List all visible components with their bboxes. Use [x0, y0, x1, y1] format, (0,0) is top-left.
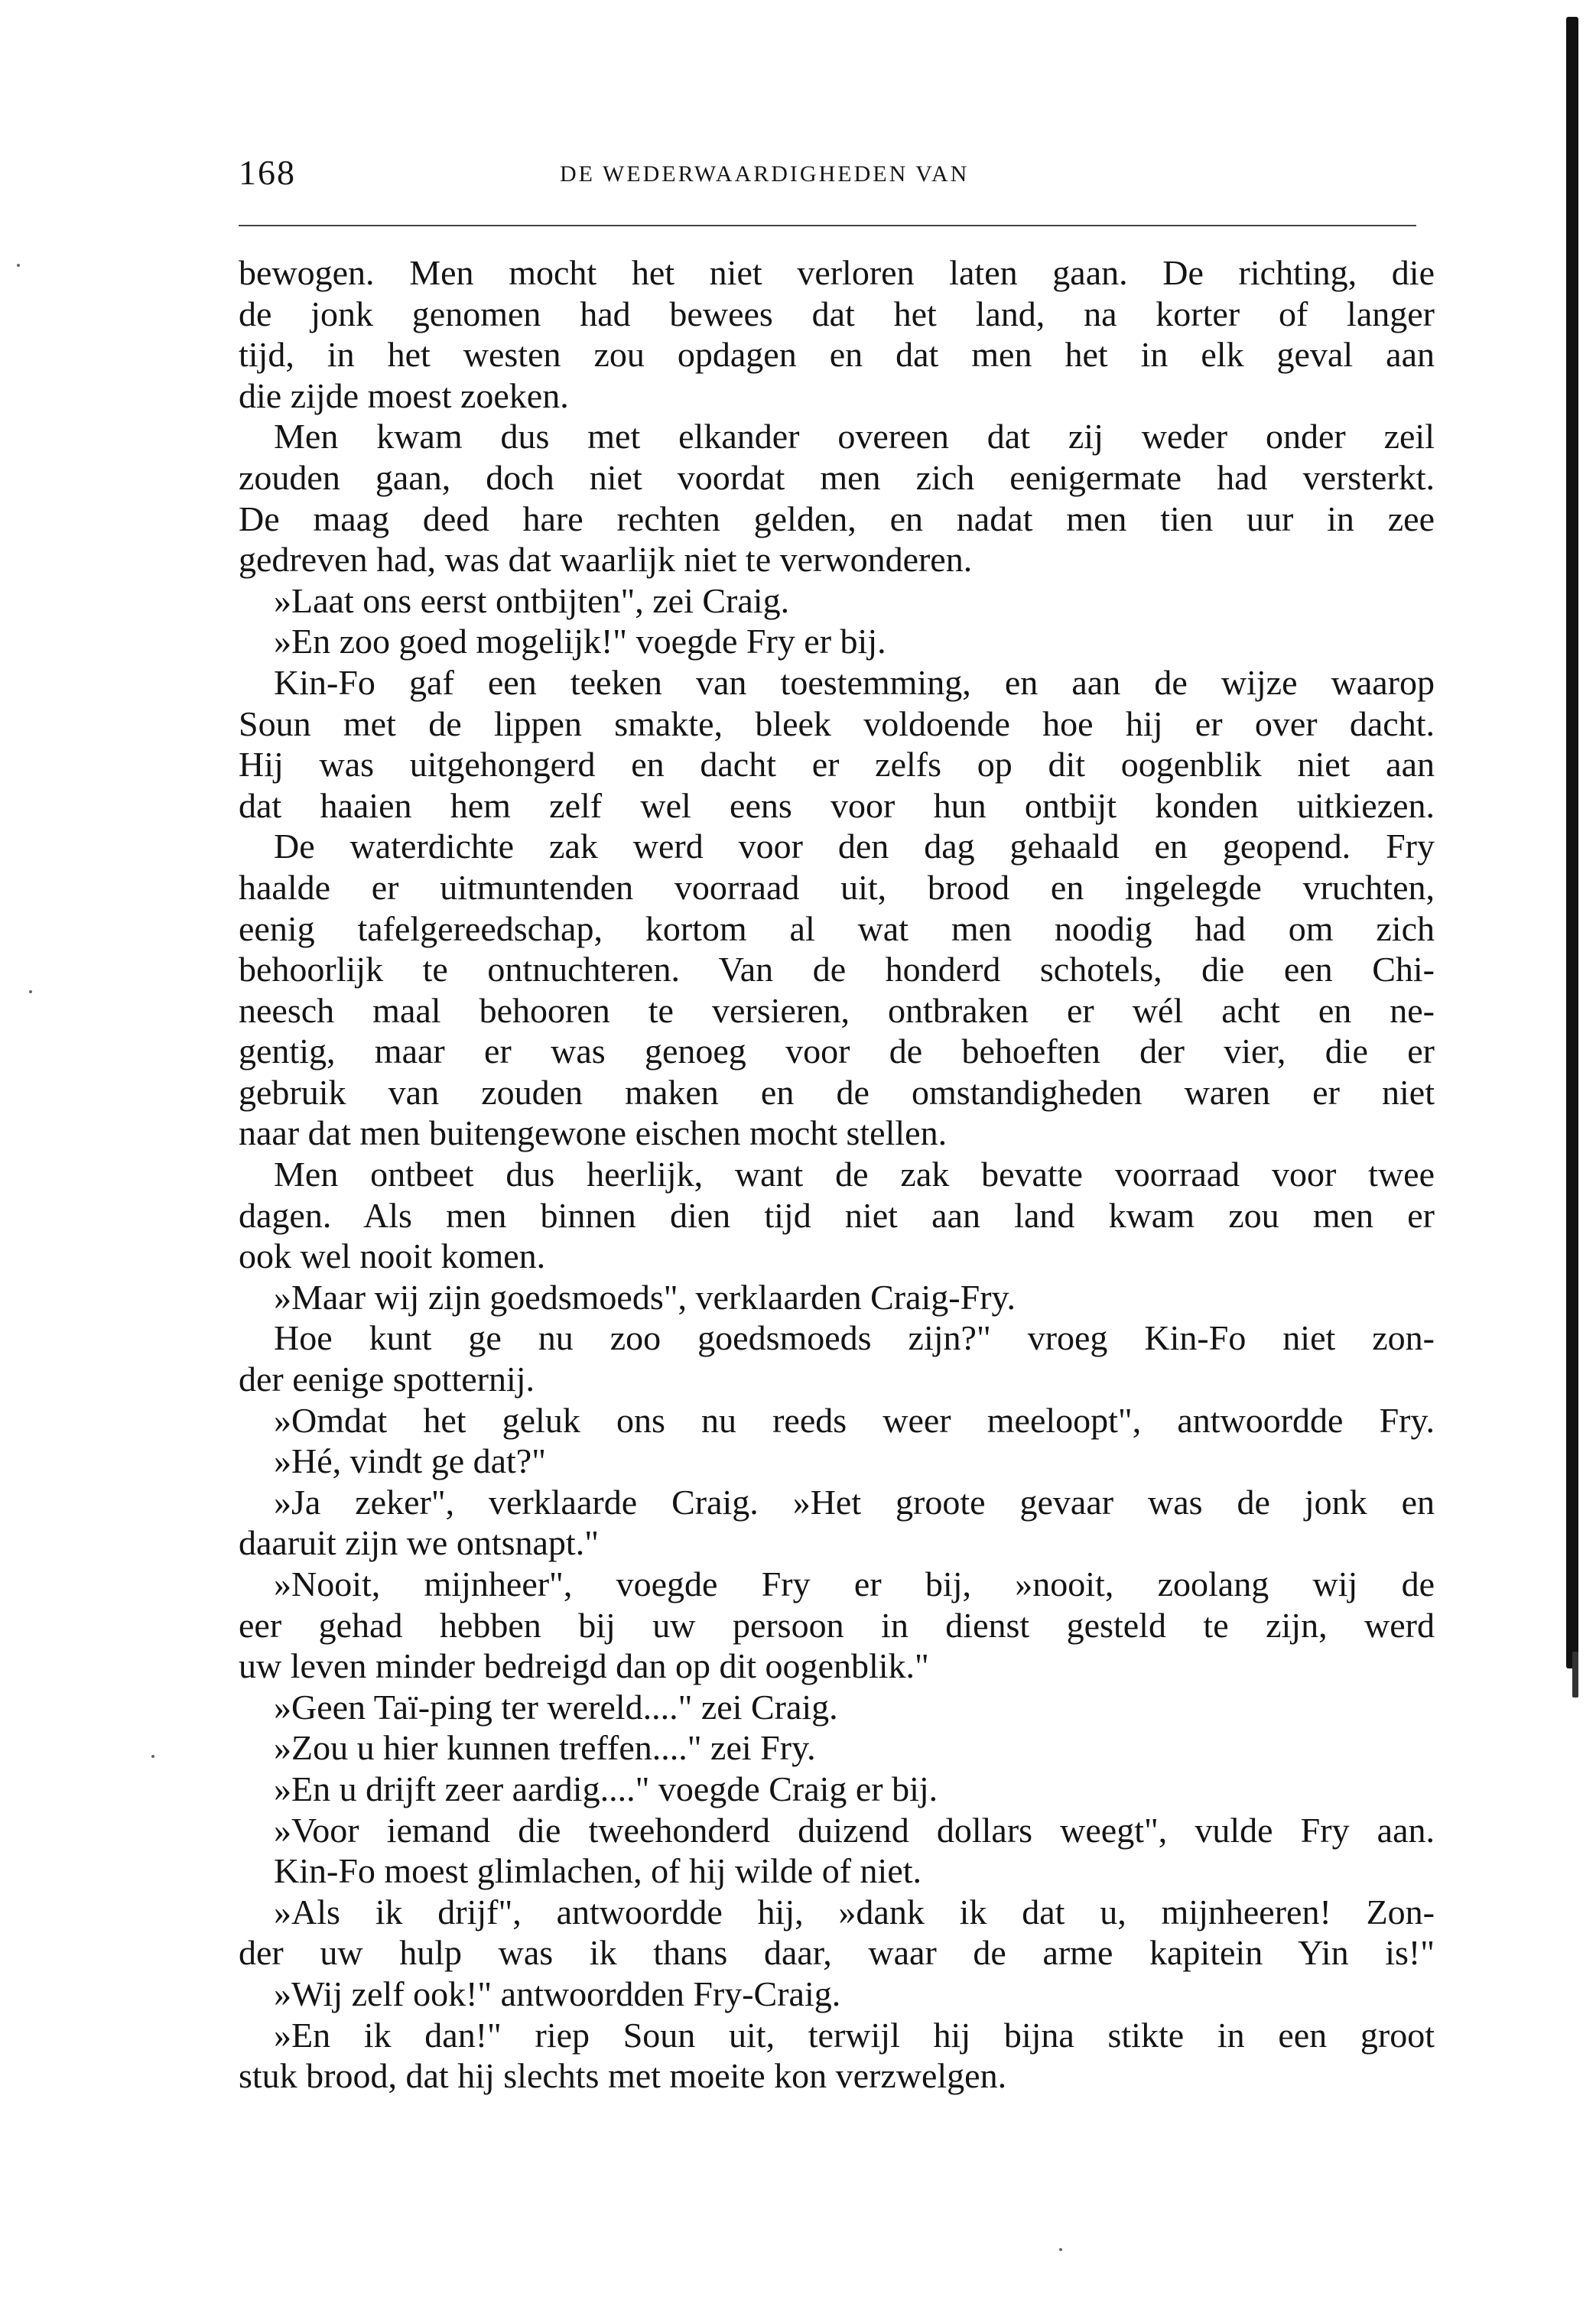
text-line: Men ontbeet dus heerlijk, want de zak bevatte voorraad voor twee	[274, 1155, 1435, 1194]
page-number: 168	[239, 153, 296, 192]
paper-speck	[17, 264, 20, 267]
page-header	[239, 151, 1416, 197]
text-line: dagen. Als men binnen dien tijd niet aan land kwam zou men er	[239, 1195, 1435, 1235]
page-edge-shadow	[1566, 17, 1578, 1668]
text-line: zouden gaan, doch niet voordat men zich eenigermate had versterkt.	[239, 457, 1435, 497]
text-line: stuk brood, dat hij slechts met moeite kon verzwelgen.	[239, 2056, 1007, 2096]
text-line: uw leven minder bedreigd dan op dit oogenblik."	[239, 1646, 929, 1686]
body-text	[239, 252, 1435, 2097]
text-line: gebruik van zouden maken en de omstandigheden waren er niet	[239, 1072, 1435, 1112]
paper-speck	[29, 990, 32, 993]
text-line: daaruit zijn we ontsnapt."	[239, 1523, 599, 1563]
running-head: DE WEDERWAARDIGHEDEN VAN	[560, 161, 970, 187]
text-line: »Geen Taï-ping ter wereld...." zei Craig.	[274, 1687, 838, 1727]
text-line: der eenige spotternij.	[239, 1360, 535, 1399]
text-line: »Laat ons eerst ontbijten", zei Craig.	[274, 580, 790, 620]
text-line: de jonk genomen had bewees dat het land, na korter of langer	[239, 294, 1435, 333]
text-line: »Nooit, mijnheer", voegde Fry er bij, »nooit, zoolang wij de	[274, 1564, 1435, 1603]
text-line: gedreven had, was dat waarlijk niet te verwonderen.	[239, 540, 973, 580]
text-line: »Voor iemand die tweehonderd duizend dollars weegt", vulde Fry aan.	[274, 1810, 1435, 1850]
text-line: Men kwam dus met elkander overeen dat zij weder onder zeil	[274, 417, 1435, 456]
text-line: Kin-Fo moest glimlachen, of hij wilde of niet.	[274, 1851, 922, 1891]
text-line: De maag deed hare rechten gelden, en nadat men tien uur in zee	[239, 499, 1435, 538]
text-line: haalde er uitmuntenden voorraad uit, brood en ingelegde vruchten,	[239, 867, 1435, 907]
text-line: »Maar wij zijn goedsmoeds", verklaarden Craig-Fry.	[274, 1277, 1016, 1317]
text-line: »En u drijft zeer aardig...." voegde Craig er bij.	[274, 1769, 938, 1808]
page-edge-shadow-lower	[1572, 1652, 1578, 1698]
text-line: »Omdat het geluk ons nu reeds weer meeloopt", antwoordde Fry.	[274, 1400, 1435, 1440]
text-line: ook wel nooit komen.	[239, 1236, 546, 1276]
text-line: naar dat men buitengewone eischen mocht stellen.	[239, 1113, 948, 1153]
paper-speck	[151, 1755, 154, 1758]
text-line: Soun met de lippen smakte, bleek voldoende hoe hij er over dacht.	[239, 703, 1435, 743]
text-line: tijd, in het westen zou opdagen en dat men het in elk geval aan	[239, 335, 1435, 375]
text-line: die zijde moest zoeken.	[239, 375, 569, 415]
text-line: Kin-Fo gaf een teeken van toestemming, en aan de wijze waarop	[274, 662, 1435, 702]
text-line: Hoe kunt ge nu zoo goedsmoeds zijn?" vroeg Kin-Fo niet zon-	[274, 1318, 1435, 1358]
text-line: der uw hulp was ik thans daar, waar de arme kapitein Yin is!"	[239, 1933, 1435, 1973]
text-line: bewogen. Men mocht het niet verloren laten gaan. De richting, die	[239, 253, 1435, 292]
text-line: behoorlijk te ontnuchteren. Van de honderd schotels, die een Chi-	[239, 950, 1435, 989]
text-line: eer gehad hebben bij uw persoon in dienst gesteld te zijn, werd	[239, 1605, 1435, 1645]
text-line: De waterdichte zak werd voor den dag gehaald en geopend. Fry	[274, 827, 1435, 866]
text-line: »Wij zelf ook!" antwoordden Fry-Craig.	[274, 1974, 841, 2013]
text-line: gentig, maar er was genoeg voor de behoeften der vier, die er	[239, 1032, 1435, 1071]
paper-speck	[1059, 2248, 1062, 2251]
text-line: »En ik dan!" riep Soun uit, terwijl hij bijna stikte in een groot	[274, 2015, 1435, 2055]
text-line: »Als ik drijf", antwoordde hij, »dank ik dat u, mijnheeren! Zon-	[274, 1892, 1435, 1932]
header-rule	[239, 225, 1416, 226]
text-line: »Ja zeker", verklaarde Craig. »Het groote gevaar was de jonk en	[274, 1482, 1435, 1522]
text-line: Hij was uitgehongerd en dacht er zelfs op dit oogenblik niet aan	[239, 745, 1435, 785]
text-line: »En zoo goed mogelijk!" voegde Fry er bij.	[274, 622, 886, 661]
text-line: neesch maal behooren te versieren, ontbraken er wél acht en ne-	[239, 990, 1435, 1030]
text-line: »Hé, vindt ge dat?"	[274, 1441, 547, 1481]
text-line: dat haaien hem zelf wel eens voor hun ontbijt konden uitkiezen.	[239, 785, 1435, 825]
text-line: »Zou u hier kunnen treffen...." zei Fry.	[274, 1728, 816, 1768]
text-line: eenig tafelgereedschap, kortom al wat men noodig had om zich	[239, 908, 1435, 948]
